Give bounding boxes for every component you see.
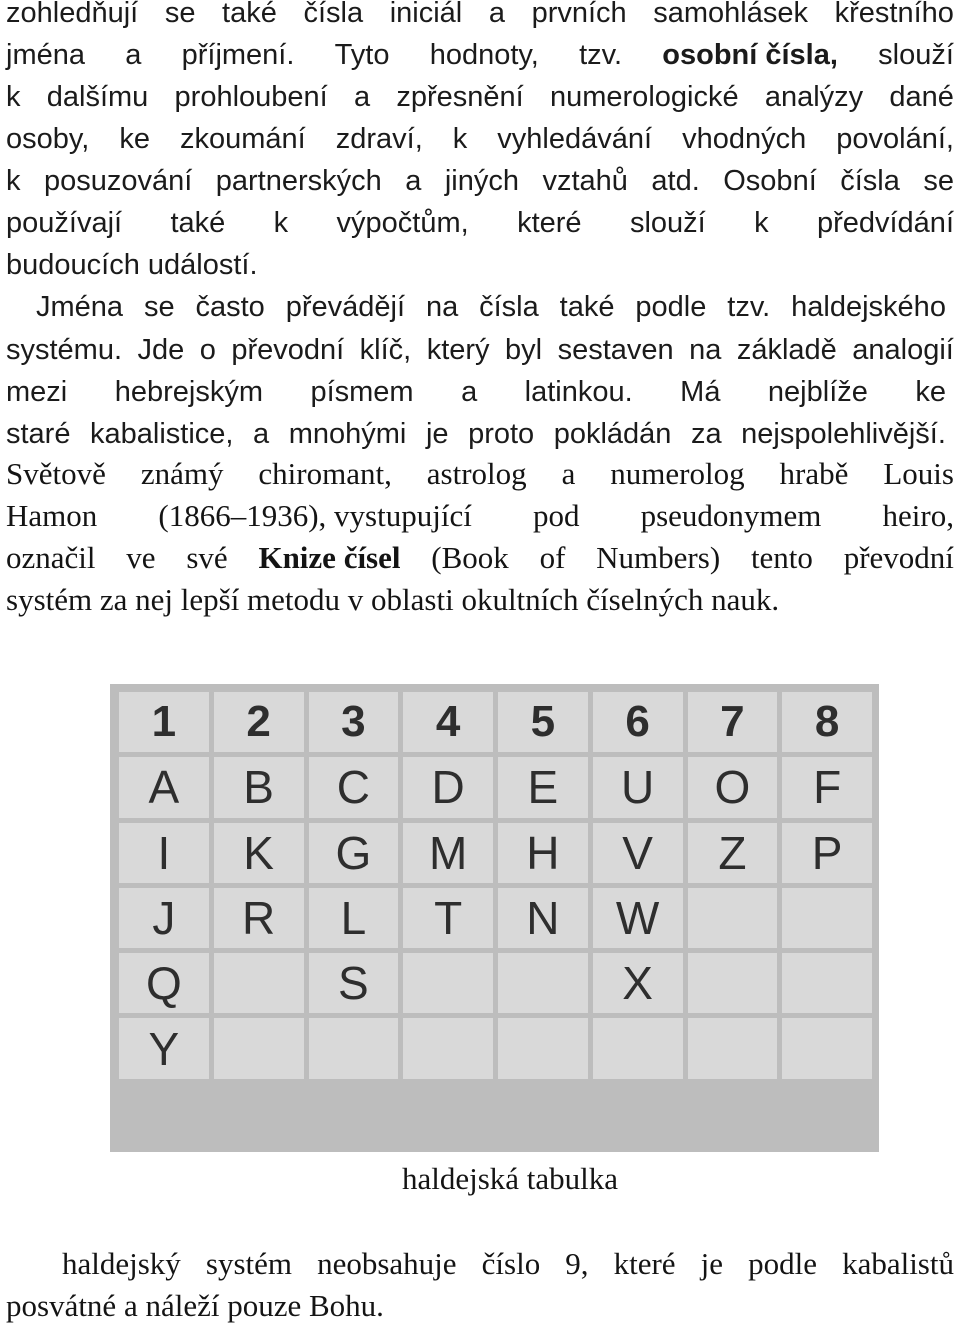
table-cell: C (309, 757, 399, 817)
word: čísla (840, 165, 900, 197)
word: k (6, 81, 21, 113)
table-header-cell: 5 (498, 692, 588, 752)
word: je (425, 418, 449, 450)
chaldean-table (110, 684, 879, 1152)
table-cell: U (593, 757, 683, 817)
word: a (253, 418, 270, 450)
word: označil (6, 540, 96, 575)
table-cell: V (593, 823, 683, 883)
table-grid (119, 692, 872, 1144)
word: se (164, 0, 196, 29)
table-cell (498, 953, 588, 1013)
word: převodní (843, 540, 954, 575)
word: samohlásek (653, 0, 809, 29)
emphasized-term: osobní čísla, (662, 39, 838, 71)
table-cell: D (403, 757, 493, 817)
table-cell: X (593, 953, 683, 1013)
text-line (6, 581, 954, 619)
word: ke (915, 376, 946, 408)
table-cell: W (593, 888, 683, 948)
word: staré (6, 418, 71, 450)
table-cell: R (214, 888, 304, 948)
word: tento (750, 540, 813, 575)
word: také (559, 291, 615, 323)
word: známý (140, 456, 224, 491)
word: číslo (481, 1246, 541, 1281)
word: Jde (137, 334, 185, 366)
word: haldejský (62, 1246, 181, 1281)
table-cell: O (688, 757, 778, 817)
text-line (6, 455, 954, 493)
word: který (426, 334, 490, 366)
word: Louis (883, 456, 954, 491)
word: zdraví, (335, 123, 423, 155)
word: latinkou. (524, 376, 633, 408)
word: pod (532, 498, 580, 533)
word: své (186, 540, 228, 575)
word: pokládán (553, 418, 672, 450)
text-line (36, 288, 946, 326)
word: pseudonymem (640, 498, 822, 533)
word: hrabě (779, 456, 849, 491)
word: čísla (479, 291, 539, 323)
word: Numbers) (596, 540, 721, 575)
table-cell: H (498, 823, 588, 883)
table-caption: haldejská tabulka (401, 1161, 619, 1196)
table-cell (593, 1018, 683, 1078)
word: hodnoty, (429, 39, 539, 71)
word: partnerských (215, 165, 382, 197)
word: podle (748, 1246, 817, 1281)
word: převádějí (285, 291, 406, 323)
table-cell: B (214, 757, 304, 817)
word: dalšímu (46, 81, 149, 113)
table-cell (498, 1018, 588, 1078)
word: za (690, 418, 722, 450)
table-cell (309, 1018, 399, 1078)
word: a (561, 456, 576, 491)
table-cell: S (309, 953, 399, 1013)
table-cell (782, 888, 872, 948)
word: které (613, 1246, 676, 1281)
word: systému. (6, 334, 123, 366)
word: tzv. (579, 39, 623, 71)
word: Světově (6, 456, 106, 491)
word: analogií (852, 334, 954, 366)
word: ve (126, 540, 156, 575)
word: dané (889, 81, 954, 113)
word: klíč, (359, 334, 412, 366)
table-cell (214, 1018, 304, 1078)
word: hebrejským (114, 376, 263, 408)
text-line (6, 120, 954, 158)
word: systém (205, 1246, 293, 1281)
table-cell: L (309, 888, 399, 948)
text-line (6, 162, 954, 200)
table-cell: M (403, 823, 493, 883)
text-line-content: posvátné a náleží pouze Bohu. (6, 1288, 384, 1323)
word: a (353, 81, 371, 113)
word: zpřesnění (396, 81, 524, 113)
table-header-cell: 4 (403, 692, 493, 752)
table-cell: N (498, 888, 588, 948)
table-header-cell: 6 (593, 692, 683, 752)
word: tzv. (727, 291, 771, 323)
table-cell: J (119, 888, 209, 948)
word: slouží (878, 39, 954, 71)
word: je (700, 1246, 724, 1281)
word: iniciál (389, 0, 463, 29)
word: používají (6, 207, 123, 239)
table-cell: E (498, 757, 588, 817)
text-line-content: budoucích událostí. (6, 249, 258, 281)
text-line (6, 539, 954, 577)
word: vztahů (542, 165, 628, 197)
word: zkoumání (179, 123, 306, 155)
table-cell: F (782, 757, 872, 817)
word: povolání, (836, 123, 954, 155)
word: také (170, 207, 226, 239)
text-line-content: systém za nej lepší metodu v oblasti okultních číselných nauk. (6, 582, 780, 617)
word: analýzy (764, 81, 864, 113)
word: o (199, 334, 216, 366)
table-cell: G (309, 823, 399, 883)
word: k (452, 123, 468, 155)
word: základě (736, 334, 837, 366)
word: chiromant, (258, 456, 392, 491)
word: se (923, 165, 954, 197)
table-cell: Y (119, 1018, 209, 1078)
word: křestního (834, 0, 954, 29)
word: na (425, 291, 459, 323)
table-header-cell: 7 (688, 692, 778, 752)
word: k (6, 165, 21, 197)
word: (1866–1936), vystupující (158, 498, 472, 533)
table-header-cell: 8 (782, 692, 872, 752)
book-title: Knize čísel (258, 540, 401, 575)
text-line (6, 0, 954, 32)
word: neobsahuje (317, 1246, 457, 1281)
word: předvídání (816, 207, 954, 239)
word: byl (505, 334, 543, 366)
table-cell: Q (119, 953, 209, 1013)
word: 9, (565, 1246, 589, 1281)
word: a (461, 376, 478, 408)
word: nejspolehlivější. (741, 418, 946, 450)
word: a (405, 165, 422, 197)
word: prohloubení (174, 81, 328, 113)
word: vyhledávání (497, 123, 653, 155)
word: se (143, 291, 175, 323)
word: Jména (36, 291, 124, 323)
text-line (6, 415, 946, 453)
word: haldejského (791, 291, 946, 323)
word: jiných (444, 165, 520, 197)
table-cell (782, 1018, 872, 1078)
word: prvních (531, 0, 627, 29)
table-cell: A (119, 757, 209, 817)
word: mezi (6, 376, 68, 408)
word: čísla (303, 0, 364, 29)
word: podle (635, 291, 707, 323)
text-line (6, 78, 954, 116)
word: Tyto (334, 39, 390, 71)
table-header-cell: 3 (309, 692, 399, 752)
word: of (539, 540, 566, 575)
text-line (6, 36, 954, 74)
word: kabalistice, (90, 418, 234, 450)
word: numerolog (610, 456, 745, 491)
word: příjmení. (181, 39, 295, 71)
table-cell (688, 953, 778, 1013)
word: výpočtům, (336, 207, 469, 239)
word: zohledňují (6, 0, 139, 29)
text-line (6, 1287, 954, 1325)
text-line (62, 1245, 954, 1283)
word: často (195, 291, 265, 323)
word: numerologické (549, 81, 739, 113)
word: mnohými (288, 418, 407, 450)
table-cell (403, 953, 493, 1013)
text-line (6, 497, 954, 535)
word: atd. (651, 165, 700, 197)
table-cell: I (119, 823, 209, 883)
word: k (273, 207, 289, 239)
table-cell (688, 888, 778, 948)
word: posuzování (43, 165, 193, 197)
text-line (6, 373, 946, 411)
table-cell: P (782, 823, 872, 883)
table-cell (214, 953, 304, 1013)
word: heiro, (882, 498, 954, 533)
word: slouží (629, 207, 706, 239)
word: astrolog (426, 456, 527, 491)
table-cell: K (214, 823, 304, 883)
word: jména (6, 39, 85, 71)
word: na (689, 334, 722, 366)
word: které (517, 207, 582, 239)
table-cell (782, 953, 872, 1013)
text-line (6, 331, 954, 369)
table-cell: Z (688, 823, 778, 883)
table-cell: T (403, 888, 493, 948)
table-cell (688, 1018, 778, 1078)
word: také (222, 0, 277, 29)
table-header-cell: 2 (214, 692, 304, 752)
word: a (125, 39, 142, 71)
word: kabalistů (842, 1246, 954, 1281)
text-line (6, 246, 954, 284)
word: Osobní (723, 165, 817, 197)
word: osoby, (6, 123, 90, 155)
word: Má (680, 376, 721, 408)
text-line (6, 204, 954, 242)
word: (Book (431, 540, 509, 575)
word: převodní (231, 334, 345, 366)
word: proto (468, 418, 535, 450)
word: nejblíže (767, 376, 868, 408)
word: k (754, 207, 769, 239)
word: písmem (310, 376, 414, 408)
table-header-cell: 1 (119, 692, 209, 752)
word: vhodných (682, 123, 807, 155)
table-cell (403, 1018, 493, 1078)
word: ke (119, 123, 150, 155)
word: sestaven (557, 334, 674, 366)
word: Hamon (6, 498, 98, 533)
word: a (488, 0, 505, 29)
